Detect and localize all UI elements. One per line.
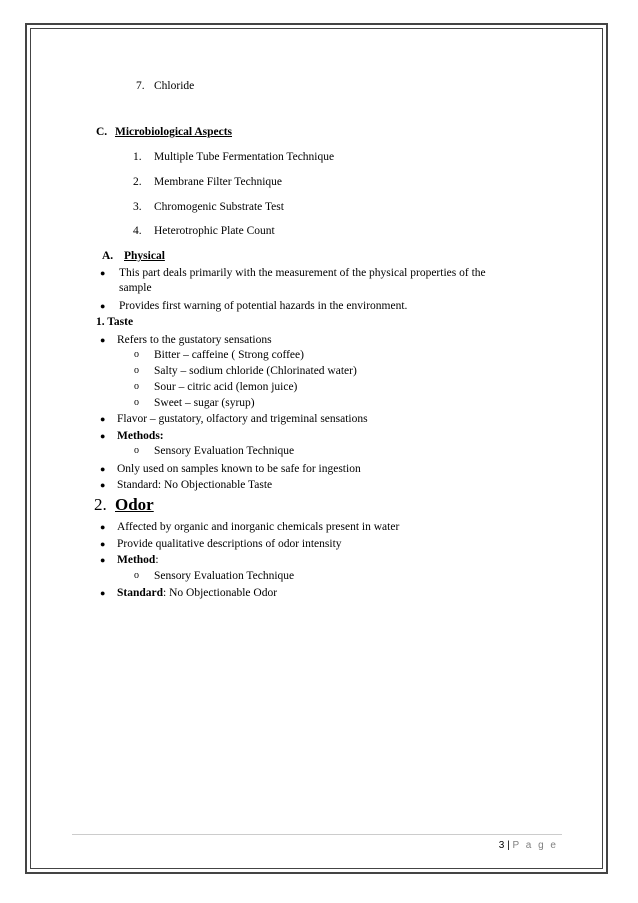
physical-bullet-1-cont: sample	[119, 282, 152, 294]
odor-standard-text: : No Objectionable Odor	[163, 587, 278, 599]
taste-standard: Standard: No Objectionable Taste	[117, 479, 273, 491]
odor-method-label: Method	[117, 554, 156, 566]
list-number: 2.	[133, 176, 142, 188]
list-number: 3.	[133, 201, 142, 213]
list-number: 1.	[133, 151, 142, 163]
page-footer	[499, 840, 558, 851]
footer-divider	[72, 834, 562, 835]
section-a-title: Physical	[124, 250, 165, 262]
page-number: 3	[498, 840, 505, 851]
sub-bullet-icon: o	[134, 570, 139, 581]
taste-heading: 1. Taste	[96, 316, 134, 328]
odor-method-item: Sensory Evaluation Technique	[154, 570, 295, 582]
taste-bullet-flavor: Flavor – gustatory, olfactory and trigeminal sensations	[117, 413, 368, 425]
sub-bullet-icon: o	[134, 349, 139, 360]
bullet-icon: ●	[100, 480, 106, 490]
list-item: Chromogenic Substrate Test	[154, 201, 284, 213]
taste-methods-label: Methods:	[117, 430, 164, 442]
odor-bullet-2: Provide qualitative descriptions of odor intensity	[117, 538, 342, 550]
odor-method-colon: :	[155, 554, 159, 566]
physical-bullet-2: Provides first warning of potential hazards in the environment.	[119, 300, 408, 312]
odor-standard-line	[117, 586, 277, 600]
bullet-icon: ●	[100, 522, 106, 532]
taste-sub-bitter: Bitter – caffeine ( Strong coffee)	[154, 349, 304, 361]
list-number: 4.	[133, 225, 142, 237]
section-c-title: Microbiological Aspects	[115, 126, 233, 138]
odor-method-line	[117, 553, 159, 567]
taste-bullet-ingestion: Only used on samples known to be safe for ingestion	[117, 463, 361, 475]
taste-method-item: Sensory Evaluation Technique	[154, 445, 295, 457]
page-word: P a g e	[512, 840, 558, 851]
bullet-icon: ●	[100, 431, 106, 441]
odor-heading: Odor	[115, 495, 154, 514]
bullet-icon: ●	[100, 464, 106, 474]
odor-bullet-1: Affected by organic and inorganic chemicals present in water	[117, 521, 400, 533]
taste-bullet-1: Refers to the gustatory sensations	[117, 334, 272, 346]
taste-sub-salty: Salty – sodium chloride (Chlorinated water)	[154, 365, 357, 377]
bullet-icon: ●	[100, 301, 106, 311]
bullet-icon: ●	[100, 414, 106, 424]
odor-standard-label: Standard	[117, 587, 164, 599]
list-item-chloride: Chloride	[154, 80, 195, 92]
page-separator: |	[507, 840, 510, 851]
bullet-icon: ●	[100, 539, 106, 549]
list-number: 7.	[136, 80, 145, 92]
physical-bullet-1: This part deals primarily with the measurement of the physical properties of the	[119, 267, 486, 279]
bullet-icon: ●	[100, 268, 106, 278]
list-item: Membrane Filter Technique	[154, 176, 282, 188]
bullet-icon: ●	[100, 555, 106, 565]
sub-bullet-icon: o	[134, 365, 139, 376]
section-a-label: A.	[102, 250, 114, 262]
sub-bullet-icon: o	[134, 381, 139, 392]
bullet-icon: ●	[100, 335, 106, 345]
section-c-label: C.	[96, 126, 108, 138]
list-item: Multiple Tube Fermentation Technique	[154, 151, 335, 163]
sub-bullet-icon: o	[134, 397, 139, 408]
sub-bullet-icon: o	[134, 445, 139, 456]
list-item: Heterotrophic Plate Count	[154, 225, 275, 237]
bullet-icon: ●	[100, 588, 106, 598]
odor-number: 2.	[94, 495, 107, 514]
taste-sub-sweet: Sweet – sugar (syrup)	[154, 397, 255, 409]
taste-sub-sour: Sour – citric acid (lemon juice)	[154, 381, 298, 393]
